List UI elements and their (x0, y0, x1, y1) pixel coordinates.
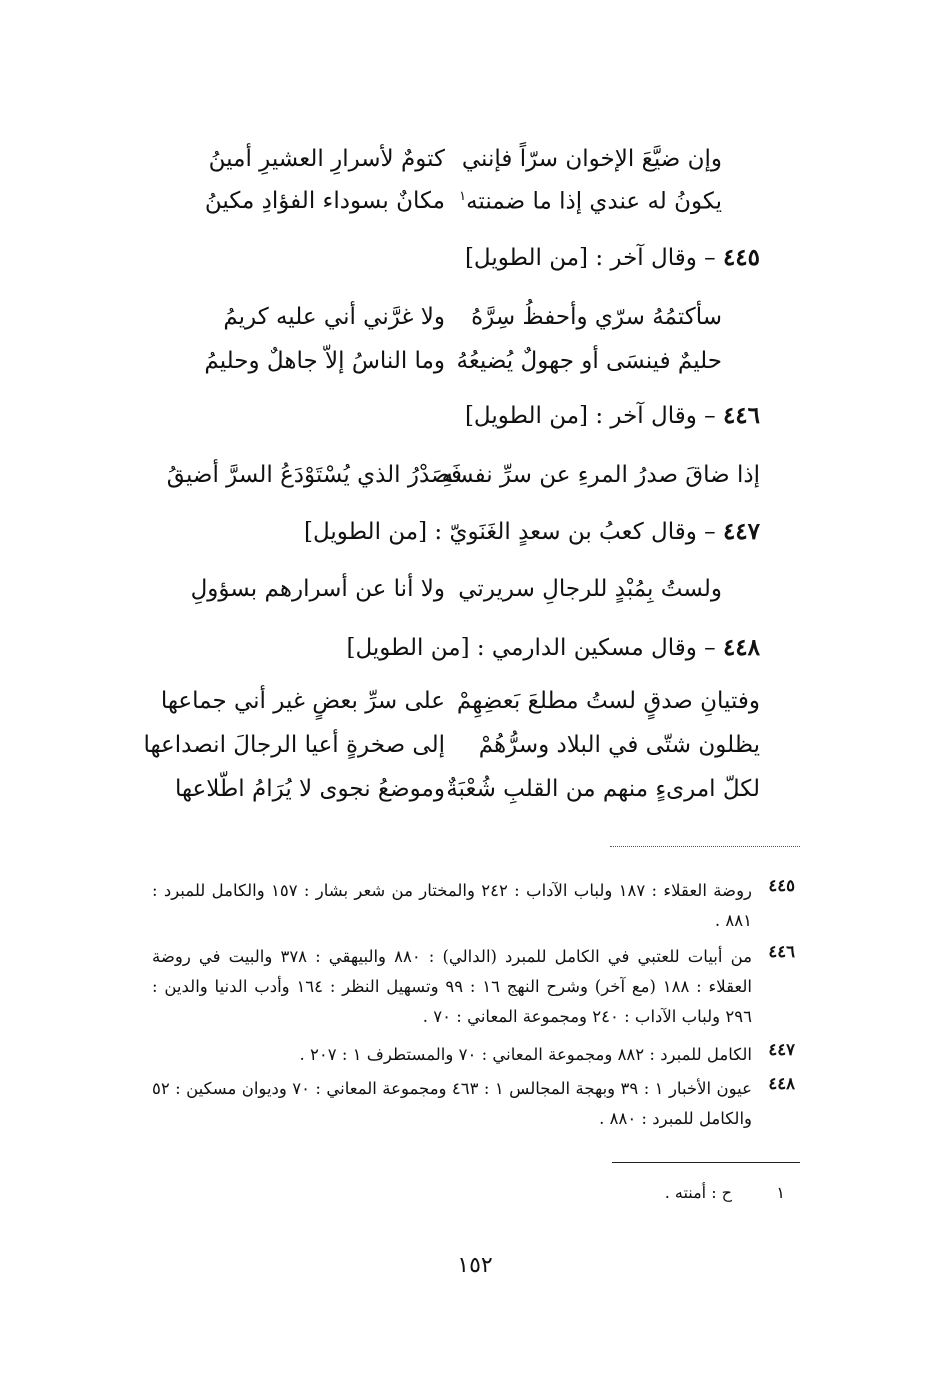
notes-separator (610, 846, 800, 847)
note-448: عيون الأخبار ١ : ٣٩ وبهجة المجالس ١ : ٤٦٣ ومجموعة المعاني : ٧٠ وديوان مسكين : ٥٢ والكامل للمبرد : ٨٨٠ . (152, 1079, 752, 1128)
verse-1-first-hemistich: وإن ضيَّعَ الإخوان سرّاً فإنني (461, 146, 722, 172)
verse-1-second-hemistich: كتومٌ لأسرارِ العشيرِ أمينُ (208, 146, 445, 172)
verse-448-2-second-hemistich: إلى صخرةٍ أعيا الرجالَ انصداعها (143, 732, 445, 758)
entry-number: ٤٤٧ (722, 518, 760, 545)
heading-448 (347, 636, 761, 660)
note-number-445: ٤٤٥ (768, 876, 795, 895)
verse-2-first-hemistich: يكونُ له عندي إذا ما ضمنته$^١$ (459, 188, 722, 215)
page-number: ١٥٢ (457, 1253, 493, 1278)
verse-446-first-hemistich: إذا ضاقَ صدرُ المرءِ عن سرِّ نفسهِ (441, 462, 760, 488)
verse-2-second-hemistich: مكانٌ بسوداء الفؤادِ مكينُ (204, 188, 445, 214)
verse-445-2-first-hemistich: حليمٌ فينسَى أو جهولٌ يُضيعُهُ (456, 348, 722, 374)
heading-445 (465, 246, 760, 270)
note-number-448: ٤٤٨ (768, 1074, 795, 1093)
verse-445-1-first-hemistich: سأكتمُهُ سرّي وأحفظُ سِرَّهُ (471, 304, 722, 330)
note-446: من أبيات للعتبي في الكامل للمبرد (الدالي) : ٨٨٠ والبيهقي : ٣٧٨ والبيت في روضة العقلاء : ١٨٨ (مع آخر) وشرح النهج ١٦ : ٩٩ وتسهيل النظر : ١٦٤ وأدب الدنيا والدين : ٢٩٦ ولباب الآداب : ٢٤٠ ومجموعة المعاني : ٧٠ . (152, 947, 752, 1026)
note-number-447: ٤٤٧ (768, 1040, 795, 1059)
heading-446 (465, 404, 760, 428)
footnote-marker: ١ (459, 189, 467, 204)
heading-text: – وقال مسكين الدارمي : [من الطويل] (346, 635, 716, 661)
entry-number: ٤٤٦ (722, 402, 760, 429)
verse-447-first-hemistich: ولستُ بِمُبْدٍ للرجالِ سريرتي (458, 576, 722, 602)
note-number-446: ٤٤٦ (768, 942, 795, 961)
note-447: الكامل للمبرد : ٨٨٢ ومجموعة المعاني : ٧٠ والمستطرف ١ : ٢٠٧ . (299, 1045, 752, 1064)
verse-448-2-first-hemistich: يظلون شتّى في البلاد وسرُّهُمْ (478, 732, 760, 758)
verse-447-second-hemistich: ولا أنا عن أسرارهم بسؤولِ (190, 576, 445, 602)
heading-text: – وقال آخر : [من الطويل] (464, 245, 716, 271)
entry-number: ٤٤٥ (722, 244, 760, 271)
verse-448-1-first-hemistich: وفتيانِ صدقٍ لستُ مطلعَ بَعضِهِمْ (456, 688, 760, 714)
entry-number: ٤٤٨ (722, 634, 760, 661)
verse-448-1-second-hemistich: على سرِّ بعضٍ غير أني جماعها (160, 688, 445, 714)
heading-text: – وقال آخر : [من الطويل] (464, 403, 716, 429)
note-445: روضة العقلاء : ١٨٧ ولباب الآداب : ٢٤٢ والمختار من شعر بشار : ١٥٧ والكامل للمبرد : ٨٨١ . (152, 881, 753, 930)
verse-445-1-second-hemistich: ولا غرَّني أني عليه كريمُ (223, 304, 445, 330)
verse-446-second-hemistich: فَصَدْرُ الذي يُسْتَوْدَعُ السرَّ أضيقُ (166, 462, 462, 488)
heading-447 (304, 520, 760, 544)
footnote-number: ١ (776, 1183, 785, 1202)
verse-448-3-second-hemistich: وموضعُ نجوى لا يُرَامُ اطّلاعها (174, 776, 445, 802)
heading-text: – وقال كعبُ بن سعدٍ الغَنَويّ : [من الطويل] (304, 519, 716, 545)
footnote-text: ح : أمنته . (664, 1183, 732, 1202)
verse-445-2-second-hemistich: وما الناسُ إلاّ جاهلٌ وحليمُ (204, 348, 445, 374)
footnote-separator (612, 1162, 800, 1163)
verse-448-3-first-hemistich: لكلّ امرىءٍ منهم من القلبِ شُعْبَةٌ (446, 776, 760, 802)
